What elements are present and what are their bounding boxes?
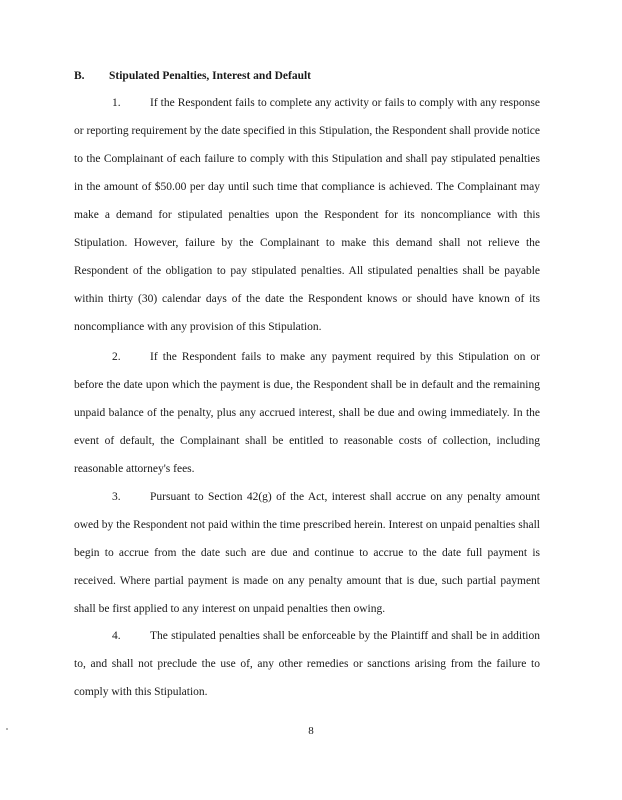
section-title: Stipulated Penalties, Interest and Default xyxy=(109,70,311,82)
paragraph-2 xyxy=(74,343,540,483)
section-letter: B. xyxy=(74,70,85,82)
paragraph-4 xyxy=(74,622,540,706)
paragraph-3 xyxy=(74,483,540,623)
paragraph-text: Pursuant to Section 42(g) of the Act, interest shall accrue on any penalty amount owed by the Respondent not paid within the time prescribed herein. Interest on unpaid penalties shall begin to accrue from the date such are due and continue to accrue to the date full payment is received. Where partial payment is made on any penalty amount that is due, such partial payment shall be first applied to any interest on unpaid penalties then owing. xyxy=(74,491,540,615)
section-heading xyxy=(74,70,311,82)
paragraph-number: 4. xyxy=(112,630,121,642)
paragraph-number: 2. xyxy=(112,351,121,363)
paragraph-number: 1. xyxy=(112,97,121,109)
paragraph-1 xyxy=(74,89,540,341)
paragraph-text: If the Respondent fails to make any payment required by this Stipulation on or before the date upon which the payment is due, the Respondent shall be in default and the remaining unpaid balance of the penalty, plus any accrued interest, shall be due and owing immediately. In the event of default, the Complainant shall be entitled to reasonable costs of collection, including reasonable attorney's fees. xyxy=(74,351,540,475)
paragraph-number: 3. xyxy=(112,491,121,503)
page-number: 8 xyxy=(308,725,314,737)
paragraph-text: If the Respondent fails to complete any activity or fails to comply with any response or reporting requirement by the date specified in this Stipulation, the Respondent shall provide notice to the Complainant of each failure to comply with this Stipulation and shall pay stipulated penalties in the amount of $50.00 per day until such time that compliance is achieved. The Complainant may make a demand for stipulated penalties upon the Respondent for its noncompliance with this Stipulation. However, failure by the Complainant to make this demand shall not relieve the Respondent of the obligation to pay stipulated penalties. All stipulated penalties shall be payable within thirty (30) calendar days of the date the Respondent knows or should have known of its noncompliance with any provision of this Stipulation. xyxy=(74,97,540,333)
paragraph-text: The stipulated penalties shall be enforceable by the Plaintiff and shall be in addition to, and shall not preclude the use of, any other remedies or sanctions arising from the failure to comply with this Stipulation. xyxy=(74,630,540,698)
scan-speck xyxy=(6,728,8,730)
